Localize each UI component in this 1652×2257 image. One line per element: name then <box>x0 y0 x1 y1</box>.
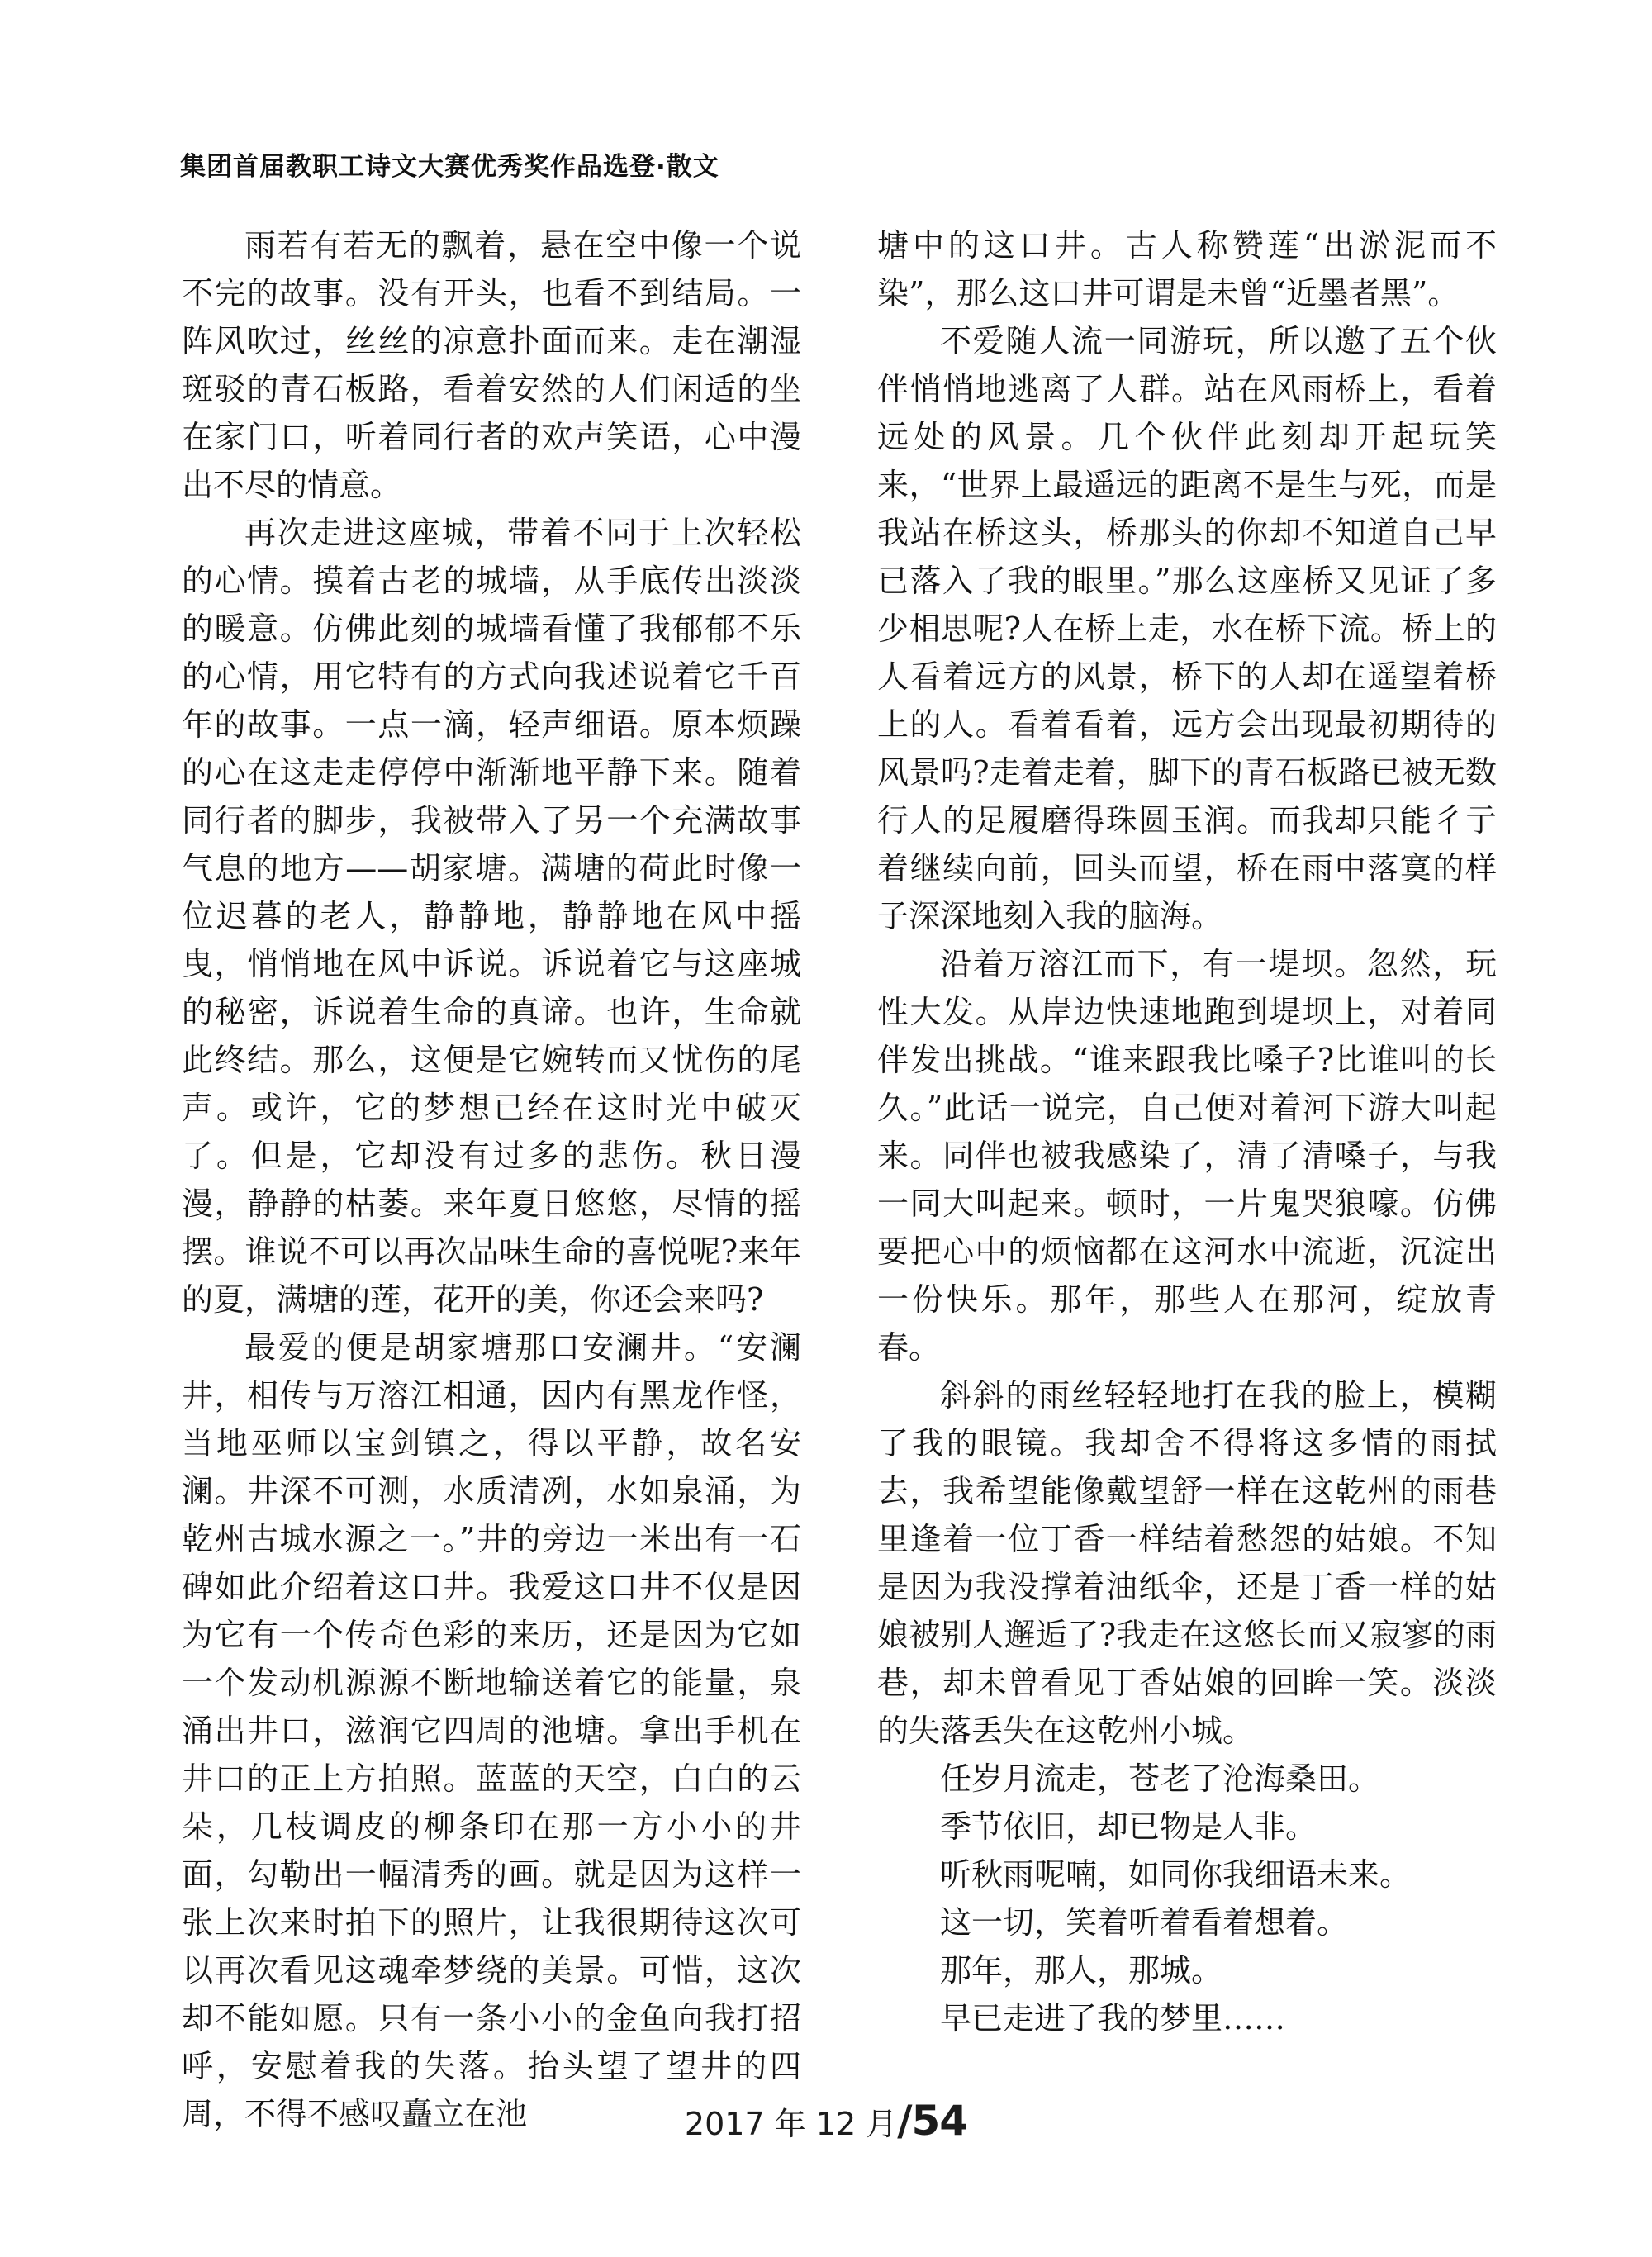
paragraph: 季节依旧，却已物是人非。 <box>940 1808 1317 1845</box>
page-header-title: 集团首届教职工诗文大赛优秀奖作品选登·散文 <box>180 152 719 182</box>
paragraph-continuation: 塘中的这口井。古人称赞莲“出淤泥而不染”，那么这口井可谓是未曾“近墨者黑”。 <box>877 227 1497 311</box>
article-column-right <box>877 221 1497 2042</box>
paragraph: 雨若有若无的飘着，悬在空中像一个说不完的故事。没有开头，也看不到结局。一阵风吹过，丝丝的凉意扑面而来。走在潮湿斑驳的青石板路，看着安然的人们闲适的坐在家门口，听着同行者的欢声笑语，心中漫出不尽的情意。 <box>182 227 801 503</box>
paragraph: 早已走进了我的梦里…… <box>940 2000 1286 2036</box>
footer-date: 2017 年 12 月 <box>684 2106 898 2142</box>
paragraph: 不爱随人流一同游玩，所以邀了五个伙伴悄悄地逃离了人群。站在风雨桥上，看着远处的风景。几个伙伴此刻却开起玩笑来，“世界上最遥远的距离不是生与死，而是我站在桥这头，桥那头的你却不知道自己早已落入了我的眼里。”那么这座桥又见证了多少相思呢?人在桥上走，水在桥下流。桥上的人看着远方的风景，桥下的人却在遥望着桥上的人。看着看着，远方会出现最初期待的风景吗?走着走着，脚下的青石板路已被无数行人的足履磨得珠圆玉润。而我却只能彳亍着继续向前，回头而望，桥在雨中落寞的样子深深地刻入我的脑海。 <box>877 323 1497 934</box>
paragraph: 再次走进这座城，带着不同于上次轻松的心情。摸着古老的城墙，从手底传出淡淡的暖意。仿佛此刻的城墙看懂了我郁郁不乐的心情，用它特有的方式向我述说着它千百年的故事。一点一滴，轻声细语。原本烦躁的心在这走走停停中渐渐地平静下来。随着同行者的脚步，我被带入了另一个充满故事气息的地方——胡家塘。满塘的荷此时像一位迟暮的老人，静静地，静静地在风中摇曳，悄悄地在风中诉说。诉说着它与这座城的秘密，诉说着生命的真谛。也许，生命就此终结。那么，这便是它婉转而又忧伤的尾声。或许，它的梦想已经在这时光中破灭了。但是，它却没有过多的悲伤。秋日漫漫，静静的枯萎。来年夏日悠悠，尽情的摇摆。谁说不可以再次品味生命的喜悦呢?来年的夏，满塘的莲，花开的美，你还会来吗? <box>182 515 801 1318</box>
paragraph: 最爱的便是胡家塘那口安澜井。“安澜井，相传与万溶江相通，因内有黑龙作怪，当地巫师以宝剑镇之，得以平静，故名安澜。井深不可测，水质清冽，水如泉涌，为乾州古城水源之一。”井的旁边一米出有一石碑如此介绍着这口井。我爱这口井不仅是因为它有一个传奇色彩的来历，还是因为它如一个发动机源源不断地输送着它的能量，泉涌出井口，滋润它四周的池塘。拿出手机在井口的正上方拍照。蓝蓝的天空，白白的云朵，几枝调皮的柳条印在那一方小小的井面，勾勒出一幅清秀的画。就是因为这样一张上次来时拍下的照片，让我很期待这次可以再次看见这魂牵梦绕的美景。可惜，这次却不能如愿。只有一条小小的金鱼向我打招呼，安慰着我的失落。抬头望了望井的四周，不得不感叹矗立在池 <box>182 1329 801 2132</box>
paragraph: 任岁月流走，苍老了沧海桑田。 <box>940 1760 1380 1797</box>
paragraph: 那年，那人，那城。 <box>940 1952 1223 1989</box>
page-footer <box>0 2097 1652 2145</box>
paragraph: 斜斜的雨丝轻轻地打在我的脸上，模糊了我的眼镜。我却舍不得将这多情的雨拭去，我希望能像戴望舒一样在这乾州的雨巷里逢着一位丁香一样结着愁怨的姑娘。不知是因为我没撑着油纸伞，还是丁香一样的姑娘被别人邂逅了?我走在这悠长而又寂寥的雨巷，却未曾看见丁香姑娘的回眸一笑。淡淡的失落丢失在这乾州小城。 <box>877 1377 1497 1749</box>
footer-page-number: /54 <box>897 2097 968 2145</box>
paragraph: 沿着万溶江而下，有一堤坝。忽然，玩性大发。从岸边快速地跑到堤坝上，对着同伴发出挑战。“谁来跟我比嗓子?比谁叫的长久。”此话一说完，自己便对着河下游大叫起来。同伴也被我感染了，清了清嗓子，与我一同大叫起来。顿时，一片鬼哭狼嚎。仿佛要把心中的烦恼都在这河水中流逝，沉淀出一份快乐。那年，那些人在那河，绽放青春。 <box>877 946 1497 1366</box>
paragraph: 听秋雨呢喃，如同你我细语未来。 <box>940 1856 1412 1893</box>
article-column-left <box>182 221 801 2138</box>
paragraph: 这一切，笑着听着看着想着。 <box>940 1904 1349 1941</box>
